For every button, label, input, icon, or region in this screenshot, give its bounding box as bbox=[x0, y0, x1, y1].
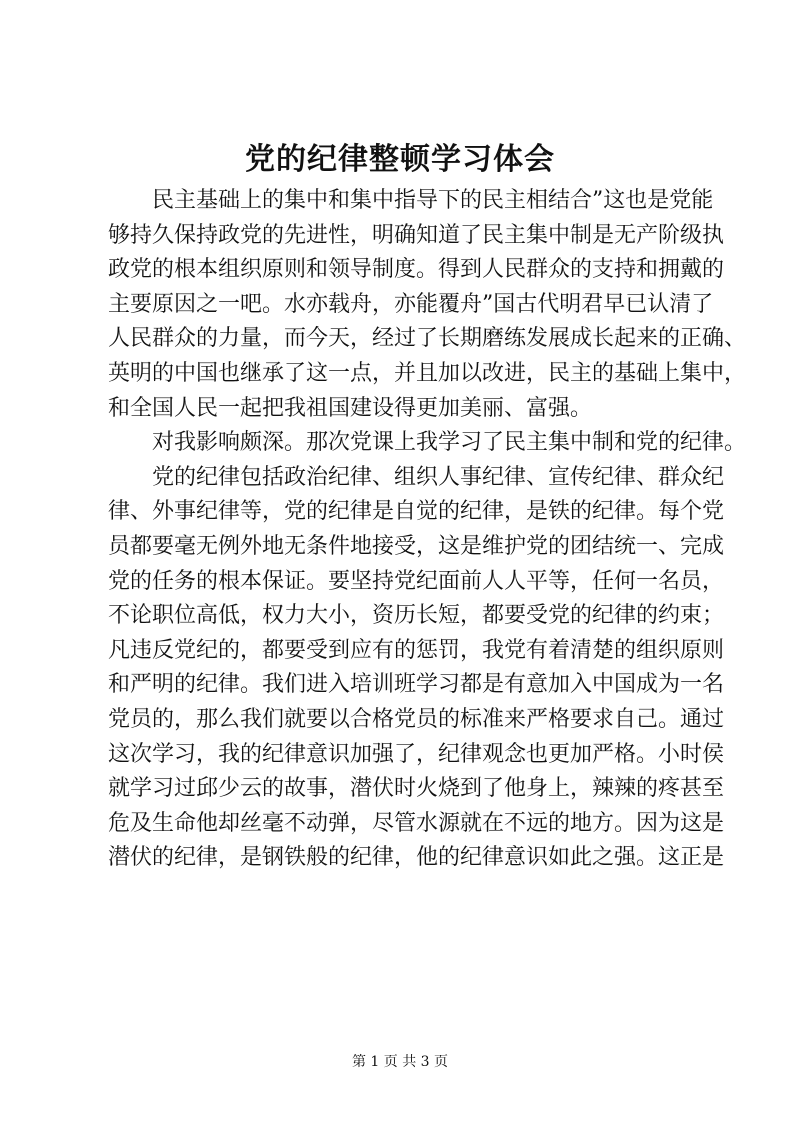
text-line: 凡违反党纪的，都要受到应有的惩罚，我党有着清楚的组织原则 bbox=[108, 637, 725, 663]
text-line: 民主基础上的集中和集中指导下的民主相结合”这也是党能 bbox=[152, 188, 714, 213]
page-footer: 第 1 页 共 3 页 bbox=[351, 1054, 449, 1070]
paragraph bbox=[108, 184, 747, 426]
text-line: 政党的根本组织原则和领导制度。得到人民群众的支持和拥戴的 bbox=[108, 257, 725, 283]
text-line: 不论职位高低，权力大小，资历长短，都要受党的纪律的约束； bbox=[108, 603, 725, 629]
paragraph bbox=[108, 461, 725, 876]
text-line: 和全国人民一起把我祖国建设得更加美丽、富强。 bbox=[108, 395, 593, 421]
text-line: 够持久保持政党的先进性，明确知道了民主集中制是无产阶级执 bbox=[108, 222, 725, 248]
text-line: 这次学习，我的纪律意识加强了，纪律观念也更加严格。小时侯 bbox=[108, 741, 725, 767]
text-line: 和严明的纪律。我们进入培训班学习都是有意加入中国成为一名 bbox=[108, 672, 725, 698]
document-body bbox=[108, 184, 747, 876]
text-line: 员都要毫无例外地无条件地接受，这是维护党的团结统一、完成 bbox=[108, 533, 725, 559]
text-line: 党的纪律包括政治纪律、组织人事纪律、宣传纪律、群众纪 bbox=[152, 464, 725, 490]
text-line: 就学习过邱少云的故事，潜伏时火烧到了他身上，辣辣的疼甚至 bbox=[108, 776, 725, 802]
text-line: 人民群众的力量，而今天，经过了长期磨练发展成长起来的正确、 bbox=[108, 326, 747, 352]
text-line: 潜伏的纪律，是钢铁般的纪律，他的纪律意识如此之强。这正是 bbox=[108, 845, 725, 871]
text-line: 主要原因之一吧。水亦载舟，亦能覆舟”国古代明君早已认清了 bbox=[108, 291, 714, 317]
text-line: 党员的，那么我们就要以合格党员的标准来严格要求自己。通过 bbox=[108, 706, 725, 732]
text-line: 英明的中国也继承了这一点，并且加以改进，民主的基础上集中， bbox=[108, 360, 747, 386]
document-title: 党的纪律整顿学习体会 bbox=[245, 142, 555, 177]
text-line: 对我影响颇深。那次党课上我学习了民主集中制和党的纪律。 bbox=[152, 430, 747, 456]
text-line: 危及生命他却丝毫不动弹，尽管水源就在不远的地方。因为这是 bbox=[108, 810, 725, 836]
text-line: 党的任务的根本保证。要坚持党纪面前人人平等，任何一名员， bbox=[108, 568, 725, 594]
paragraph bbox=[108, 426, 747, 461]
text-line: 律、外事纪律等，党的纪律是自觉的纪律，是铁的纪律。每个党 bbox=[108, 499, 725, 525]
